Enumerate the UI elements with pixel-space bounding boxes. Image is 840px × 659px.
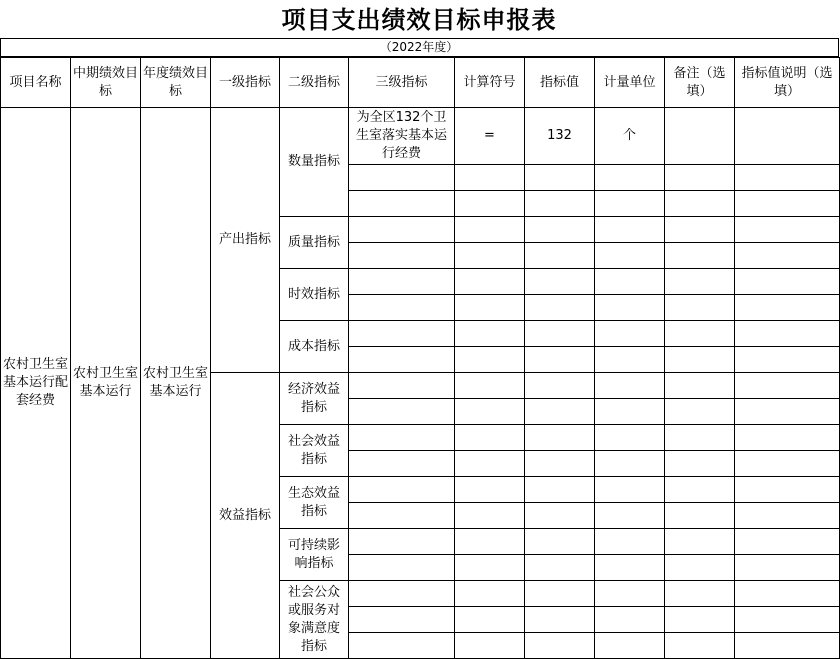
header-cell-symbol: 计算符号 [455,58,525,108]
level2-ecological-cell[interactable]: 生态效益指标 [280,477,349,529]
value-desc-cell[interactable] [735,633,840,659]
note-cell[interactable] [665,108,735,165]
note-cell[interactable] [665,321,735,347]
value-cell[interactable] [525,243,595,269]
level3-cell[interactable] [349,373,455,399]
level2-sustainable-cell[interactable]: 可持续影响指标 [280,529,349,581]
level3-cell[interactable] [349,451,455,477]
level3-cell[interactable] [349,555,455,581]
unit-cell[interactable] [595,477,665,503]
value-desc-cell[interactable] [735,607,840,633]
header-cell-level2: 二级指标 [280,58,349,108]
symbol-cell[interactable] [455,243,525,269]
value-desc-cell[interactable] [735,373,840,399]
level3-cell[interactable] [349,191,455,217]
header-cell-mid-term-goal: 中期绩效目标 [71,58,141,108]
level3-cell[interactable] [349,321,455,347]
symbol-cell[interactable] [455,503,525,529]
level3-cell[interactable] [349,477,455,503]
note-cell[interactable] [665,269,735,295]
symbol-cell[interactable] [455,529,525,555]
header-cell-project-name: 项目名称 [1,58,71,108]
header-cell-annual-goal: 年度绩效目标 [141,58,211,108]
note-cell[interactable] [665,503,735,529]
level2-timeliness-cell[interactable]: 时效指标 [280,269,349,321]
symbol-cell[interactable] [455,165,525,191]
note-cell[interactable] [665,633,735,659]
value-desc-cell[interactable] [735,321,840,347]
note-cell[interactable] [665,451,735,477]
note-cell[interactable] [665,555,735,581]
unit-cell[interactable] [595,373,665,399]
level3-cell[interactable] [349,165,455,191]
header-cell-level3: 三级指标 [349,58,455,108]
level2-quantity-cell[interactable]: 数量指标 [280,108,349,217]
note-cell[interactable] [665,243,735,269]
unit-cell[interactable] [595,503,665,529]
header-cell-unit: 计量单位 [595,58,665,108]
note-cell[interactable] [665,165,735,191]
value-cell[interactable] [525,321,595,347]
level3-cell[interactable] [349,243,455,269]
value-cell[interactable] [525,529,595,555]
value-desc-cell[interactable] [735,529,840,555]
value-desc-cell[interactable] [735,295,840,321]
value-cell[interactable] [525,373,595,399]
value-cell[interactable] [525,347,595,373]
level3-cell[interactable] [349,581,455,607]
value-desc-cell[interactable] [735,191,840,217]
value-desc-cell[interactable] [735,581,840,607]
value-desc-cell[interactable] [735,108,840,165]
unit-cell[interactable] [595,399,665,425]
unit-cell[interactable] [595,191,665,217]
note-cell[interactable] [665,581,735,607]
value-desc-cell[interactable] [735,269,840,295]
symbol-cell[interactable]: = [455,108,525,165]
symbol-cell[interactable] [455,555,525,581]
form-title: 项目支出绩效目标申报表 [281,6,557,34]
unit-cell[interactable] [595,321,665,347]
note-cell[interactable] [665,477,735,503]
level1-benefit-cell[interactable]: 效益指标 [211,373,280,659]
level2-cost-cell[interactable]: 成本指标 [280,321,349,373]
symbol-cell[interactable] [455,633,525,659]
value-cell[interactable] [525,503,595,529]
unit-cell[interactable] [595,529,665,555]
value-desc-cell[interactable] [735,217,840,243]
symbol-cell[interactable] [455,373,525,399]
value-desc-cell[interactable] [735,399,840,425]
note-cell[interactable] [665,425,735,451]
value-desc-cell[interactable] [735,347,840,373]
value-desc-cell[interactable] [735,555,840,581]
value-cell[interactable] [525,269,595,295]
symbol-cell[interactable] [455,425,525,451]
note-cell[interactable] [665,373,735,399]
unit-cell[interactable] [595,217,665,243]
performance-table [0,57,840,659]
header-cell-value: 指标值 [525,58,595,108]
value-cell[interactable] [525,425,595,451]
level3-cell[interactable]: 为全区132个卫生室落实基本运行经费 [349,108,455,165]
symbol-cell[interactable] [455,347,525,373]
note-cell[interactable] [665,607,735,633]
header-cell-value-desc: 指标值说明（选填） [735,58,840,108]
symbol-cell[interactable] [455,607,525,633]
level3-cell[interactable] [349,633,455,659]
note-cell[interactable] [665,295,735,321]
level2-quality-cell[interactable]: 质量指标 [280,217,349,269]
level2-satisfaction-cell[interactable]: 社会公众或服务对象满意度指标 [280,581,349,659]
value-cell[interactable] [525,217,595,243]
value-cell[interactable] [525,633,595,659]
symbol-cell[interactable] [455,321,525,347]
value-desc-cell[interactable] [735,243,840,269]
divider [838,38,839,57]
unit-cell[interactable] [595,347,665,373]
symbol-cell[interactable] [455,217,525,243]
header-row [1,58,840,108]
symbol-cell[interactable] [455,451,525,477]
symbol-cell[interactable] [455,399,525,425]
level3-cell[interactable] [349,529,455,555]
level3-cell[interactable] [349,503,455,529]
annual-goal-cell[interactable]: 农村卫生室基本运行 [141,108,211,659]
level2-social-cell[interactable]: 社会效益指标 [280,425,349,477]
value-desc-cell[interactable] [735,451,840,477]
unit-cell[interactable] [595,243,665,269]
level3-cell[interactable] [349,425,455,451]
project-name-cell[interactable]: 农村卫生室基本运行配套经费 [1,108,71,659]
value-cell[interactable] [525,451,595,477]
value-cell[interactable] [525,477,595,503]
value-cell[interactable] [525,165,595,191]
unit-cell[interactable] [595,633,665,659]
header-cell-note: 备注（选填） [665,58,735,108]
value-cell[interactable]: 132 [525,108,595,165]
value-desc-cell[interactable] [735,165,840,191]
note-cell[interactable] [665,399,735,425]
unit-cell[interactable] [595,607,665,633]
level2-economic-cell[interactable]: 经济效益指标 [280,373,349,425]
note-cell[interactable] [665,191,735,217]
note-cell[interactable] [665,217,735,243]
value-cell[interactable] [525,555,595,581]
level1-output-cell[interactable]: 产出指标 [211,108,280,373]
unit-cell[interactable] [595,451,665,477]
symbol-cell[interactable] [455,477,525,503]
unit-cell[interactable] [595,425,665,451]
unit-cell[interactable] [595,269,665,295]
level3-cell[interactable] [349,295,455,321]
level3-cell[interactable] [349,347,455,373]
unit-cell[interactable]: 个 [595,108,665,165]
value-desc-cell[interactable] [735,477,840,503]
table-row [1,108,840,165]
unit-cell[interactable] [595,295,665,321]
header-cell-level1: 一级指标 [211,58,280,108]
level3-cell[interactable] [349,217,455,243]
note-cell[interactable] [665,347,735,373]
unit-cell[interactable] [595,555,665,581]
unit-cell[interactable] [595,165,665,191]
symbol-cell[interactable] [455,581,525,607]
value-cell[interactable] [525,399,595,425]
value-cell[interactable] [525,295,595,321]
value-cell[interactable] [525,191,595,217]
value-desc-cell[interactable] [735,503,840,529]
note-cell[interactable] [665,529,735,555]
level3-cell[interactable] [349,607,455,633]
symbol-cell[interactable] [455,191,525,217]
value-desc-cell[interactable] [735,425,840,451]
symbol-cell[interactable] [455,295,525,321]
value-cell[interactable] [525,581,595,607]
level3-cell[interactable] [349,399,455,425]
value-cell[interactable] [525,607,595,633]
mid-term-goal-cell[interactable]: 农村卫生室基本运行 [71,108,141,659]
year-label: （2022年度） [379,40,459,54]
level3-cell[interactable] [349,269,455,295]
symbol-cell[interactable] [455,269,525,295]
unit-cell[interactable] [595,581,665,607]
